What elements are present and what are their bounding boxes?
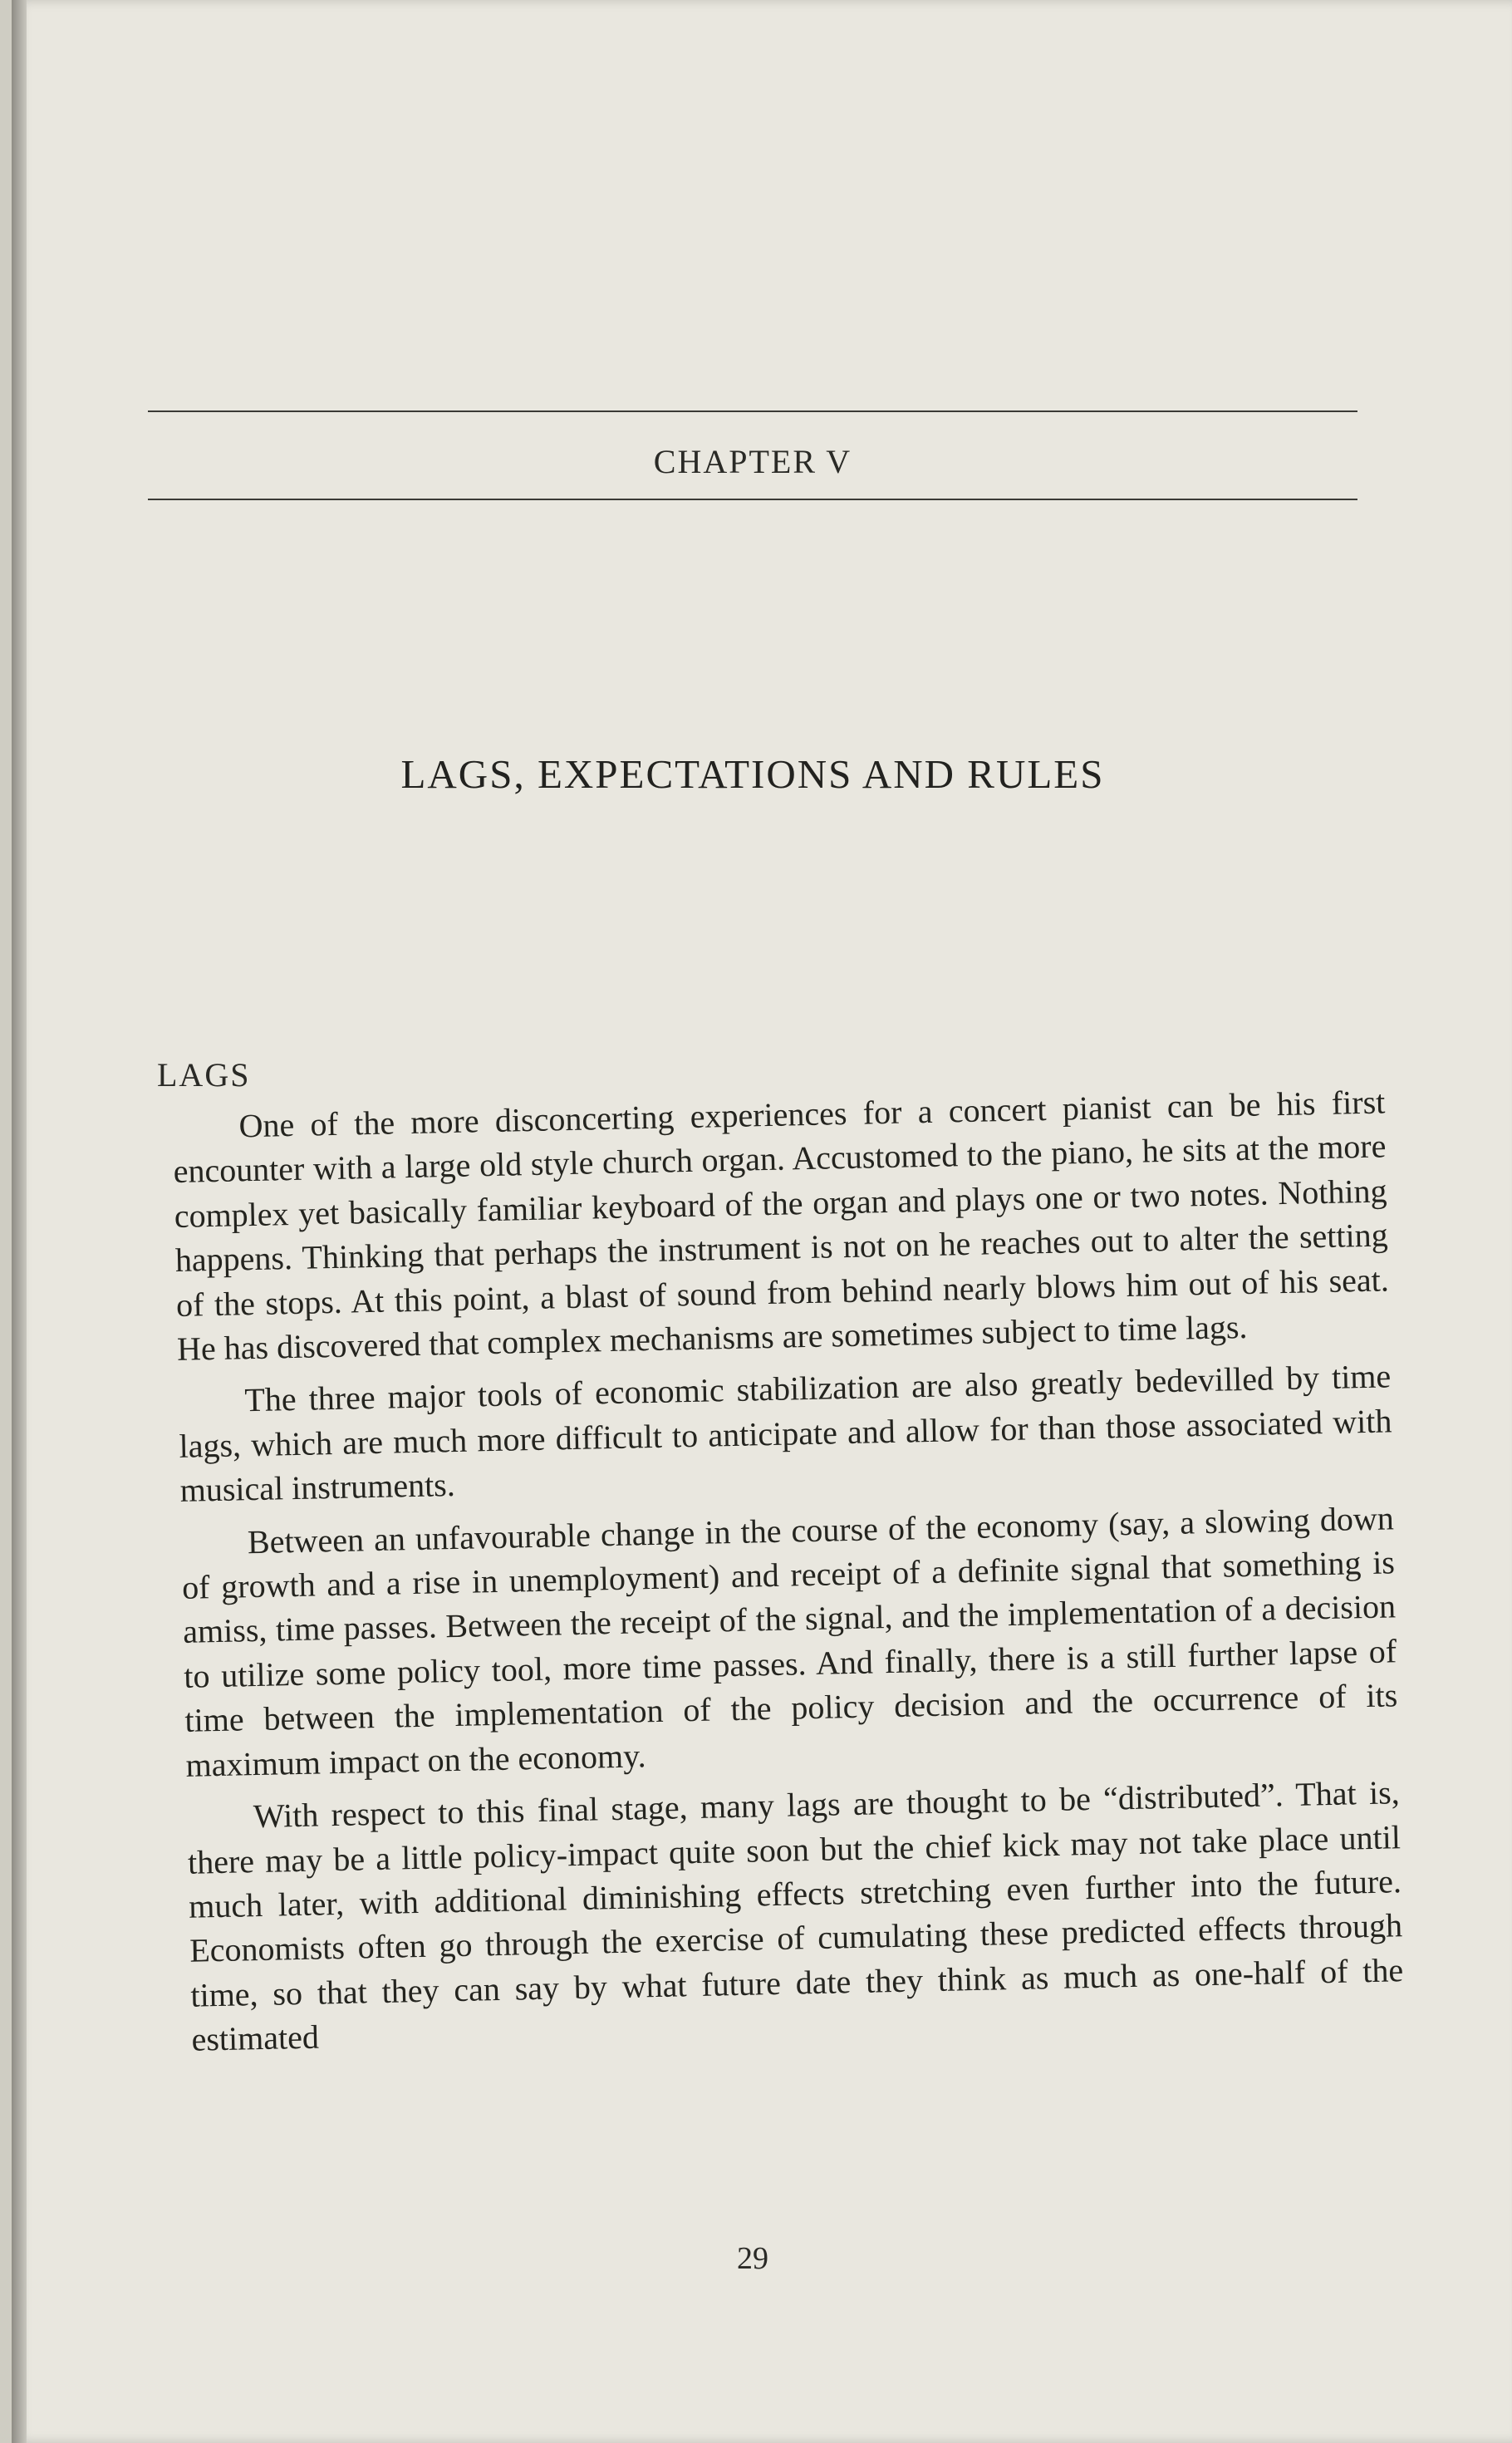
chapter-rule-top <box>148 410 1357 412</box>
body-text <box>172 1079 1405 2070</box>
paragraph: One of the more disconcerting experiences for a concert pianist can be his first encounter with a large old style church organ. Accustomed to the piano, he sits at the more complex yet basically familiar keyboard of the organ and plays one or two notes. Nothing happens. Thinking that perhaps the instrument is not on he reaches out to alter the setting of the stops. At this point, a blast of sound from behind nearly blows him out of his seat. He has discovered that complex mechanisms are sometimes subject to time lags. <box>173 1083 1390 1368</box>
paragraph: Between an unfavourable change in the course of the economy (say, a slowing down of growth and a rise in unemployment) and receipt of a definite signal that something is amiss, time passes. Between the receipt of the signal, and the implementation of a decision to utilize some policy tool, more time passes. And finally, there is a still further lapse of time between the implementation of the policy decision and the occurrence of its maximum impact on the economy. <box>181 1498 1398 1784</box>
book-page <box>12 0 1512 2443</box>
paragraph: With respect to this final stage, many lags are thought to be “distributed”. That is, there may be a little policy-impact quite soon but the chief kick may not take place until much later, with additional diminishing effects stretching even further into the future. Economists often go through the exercise of cumulating these predicted effects through time, so that they can say by what future date they think as much as one-half of the estimated <box>187 1773 1404 2058</box>
page-number: 29 <box>737 2241 768 2276</box>
chapter-rule-bottom <box>148 499 1357 500</box>
paragraph: The three major tools of economic stabilization are also greatly bedevilled by time lags, which are much more difficult to anticipate and allow for than those associated with musical instruments. <box>179 1357 1392 1510</box>
chapter-label: CHAPTER V <box>653 443 852 480</box>
chapter-title: LAGS, EXPECTATIONS AND RULES <box>400 751 1105 797</box>
binding-shadow <box>12 0 27 2443</box>
section-heading: LAGS <box>157 1056 251 1094</box>
